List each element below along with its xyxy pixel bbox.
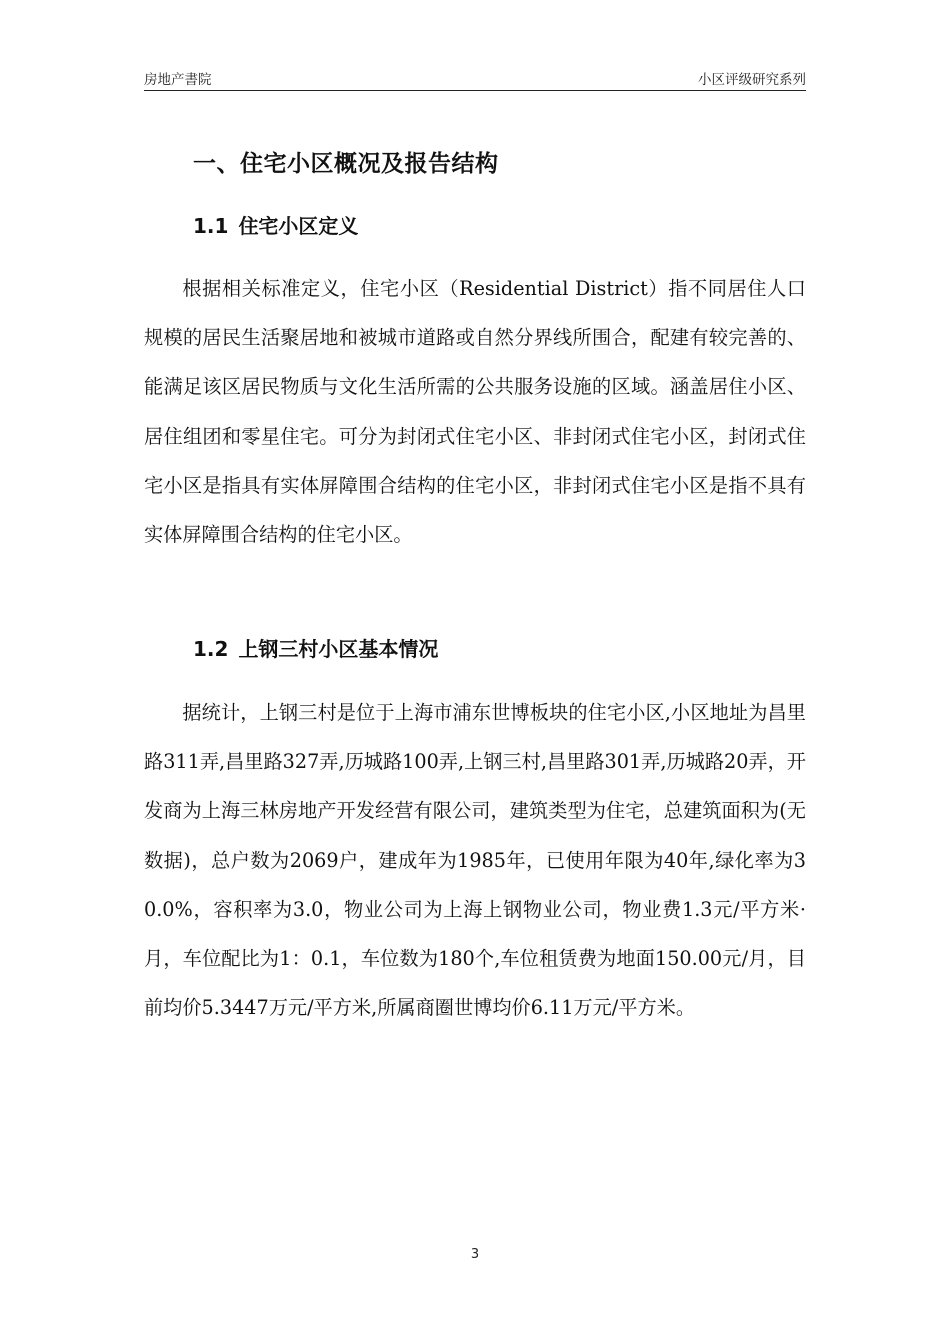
subsection-title: 住宅小区定义 bbox=[238, 214, 359, 238]
page-header bbox=[144, 66, 806, 91]
community-info-paragraph: 据统计，上钢三村是位于上海市浦东世博板块的住宅小区,小区地址为昌里路311弄,昌里路327弄,历城路100弄,上钢三村,昌里路301弄,历城路20弄，开发商为上海三林房地产开发经营有限公司，建筑类型为住宅，总建筑面积为(无数据)，总户数为2069户，建成年为1985年，已使用年限为40年,绿化率为30.0%，容积率为3.0，物业公司为上海上钢物业公司，物业费1.3元/平方米·月，车位配比为1：0.1，车位数为180个,车位租赁费为地面150.00元/月，目前均价5.3447万元/平方米,所属商圈世博均价6.11万元/平方米。 bbox=[144, 701, 806, 1020]
page-number: 3 bbox=[470, 1247, 480, 1262]
subsection-number: 1.1 bbox=[193, 214, 229, 238]
definition-paragraph: 根据相关标准定义，住宅小区（Residential District）指不同居住人口规模的居民生活聚居地和被城市道路或自然分界线所围合，配建有较完善的、能满足该区居民物质与文化生活所需的公共服务设施的区域。涵盖居住小区、居住组团和零星住宅。可分为封闭式住宅小区、非封闭式住宅小区，封闭式住宅小区是指具有实体屏障围合结构的住宅小区，非封闭式住宅小区是指不具有实体屏障围合结构的住宅小区。 bbox=[144, 277, 806, 547]
subsection-heading-1-2 bbox=[193, 633, 438, 662]
subsection-title: 上钢三村小区基本情况 bbox=[238, 637, 439, 661]
subsection-heading-1-1 bbox=[193, 210, 358, 239]
section-title: 一、住宅小区概况及报告结构 bbox=[193, 151, 499, 177]
header-publisher: 房地产書院 bbox=[144, 72, 212, 88]
subsection-number: 1.2 bbox=[193, 637, 229, 661]
header-series-title: 小区评级研究系列 bbox=[698, 72, 806, 88]
